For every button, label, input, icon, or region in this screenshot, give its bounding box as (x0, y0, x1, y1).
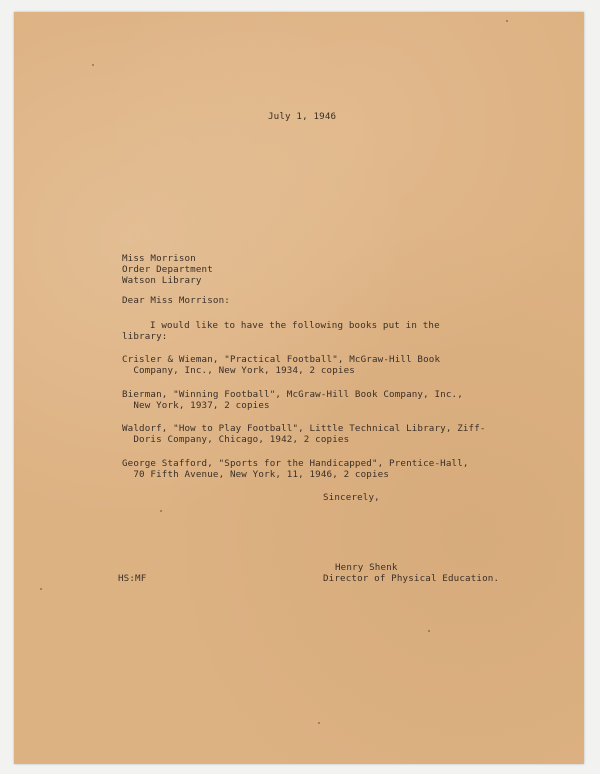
book-entry (122, 423, 486, 445)
recipient-block (122, 253, 213, 286)
book-entry (122, 458, 469, 480)
intro-paragraph (122, 320, 440, 342)
book-line: George Stafford, "Sports for the Handicapped", Prentice-Hall, (122, 458, 469, 469)
closing: Sincerely, (323, 492, 380, 503)
recipient-line: Watson Library (122, 275, 202, 286)
letter-date: July 1, 1946 (268, 111, 337, 122)
intro-line: library: (122, 331, 168, 342)
book-line: New York, 1937, 2 copies (122, 400, 270, 411)
book-line: Waldorf, "How to Play Football", Little Technical Library, Ziff- (122, 423, 486, 434)
paper-speck (506, 20, 508, 22)
book-entry (122, 389, 463, 411)
book-line: Crisler & Wieman, "Practical Football", McGraw-Hill Book (122, 354, 441, 365)
paper-speck (160, 510, 162, 512)
signer-title: Director of Physical Education. (323, 573, 500, 584)
recipient-line: Miss Morrison (122, 253, 196, 264)
paper-speck (428, 630, 430, 632)
book-entry (122, 354, 440, 376)
signer-name: Henry Shenk (335, 562, 398, 573)
recipient-line: Order Department (122, 264, 213, 275)
intro-line: I would like to have the following books put in the (150, 320, 440, 331)
book-line: 70 Fifth Avenue, New York, 11, 1946, 2 copies (122, 469, 390, 480)
salutation: Dear Miss Morrison: (122, 295, 230, 306)
book-line: Doris Company, Chicago, 1942, 2 copies (122, 434, 350, 445)
paper-speck (318, 722, 320, 724)
paper-speck (92, 64, 94, 66)
letter-page (14, 12, 584, 764)
typist-initials: HS:MF (118, 573, 147, 584)
paper-speck (40, 588, 42, 590)
book-line: Bierman, "Winning Football", McGraw-Hill Book Company, Inc., (122, 389, 463, 400)
book-line: Company, Inc., New York, 1934, 2 copies (122, 365, 355, 376)
